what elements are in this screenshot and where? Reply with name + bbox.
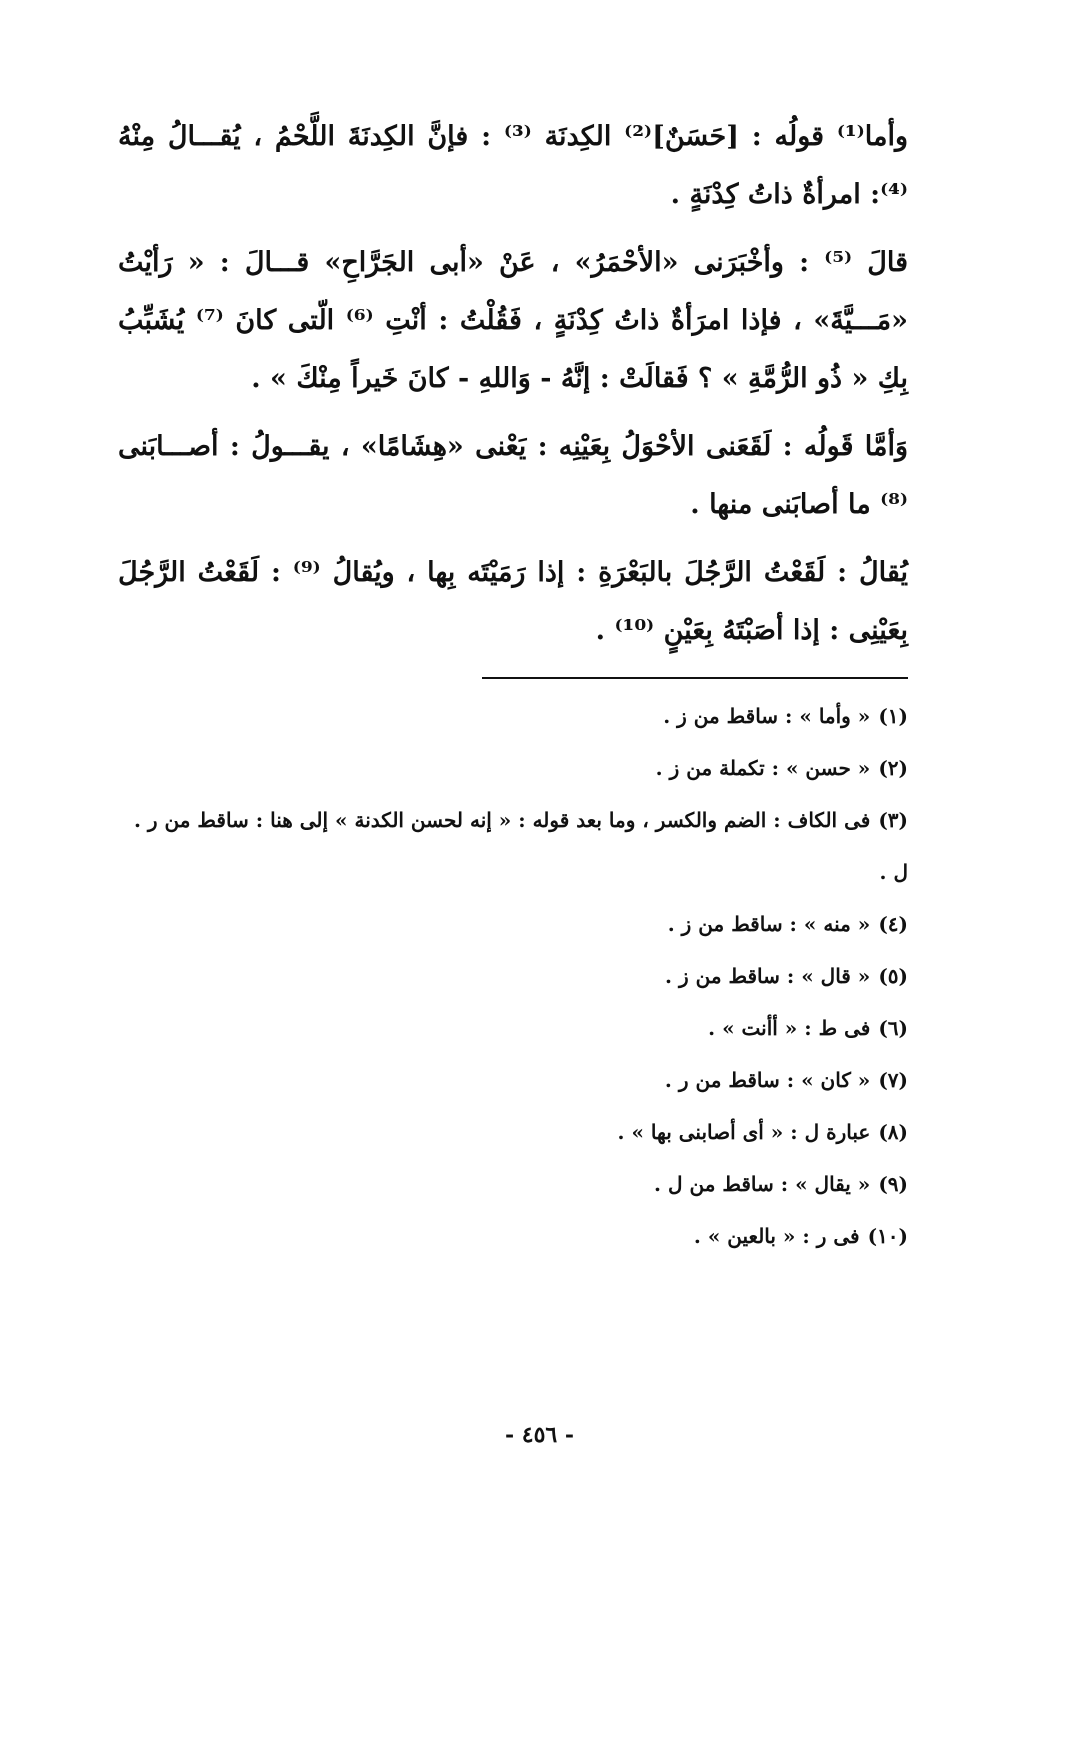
footnote-text: « حسن » : تكملة من ز . — [655, 756, 871, 780]
footnote-text: « يقال » : ساقط من ل . — [654, 1172, 871, 1196]
footnote-10 — [118, 1210, 908, 1262]
footnote-text: « كان » : ساقط من ر . — [664, 1068, 871, 1092]
footnote-text: فى ط : « أأنت » . — [708, 1016, 871, 1040]
footnote-text: « وأما » : ساقط من ز . — [663, 704, 871, 728]
footnote-8 — [118, 1106, 908, 1158]
footnote-9 — [118, 1158, 908, 1210]
paragraph-4: يُقالُ : لَقَعْتُ الرَّجُلَ بالبَعْرَةِ : إذا رَمَيْتَه بِها ، ويُقالُ ⁽⁹⁾ : لَقَعْتُ الرَّجُلَ بِعَيْنِى : إذا أصَبْتَهُ بِعَيْنٍ ⁽¹⁰⁾ . — [118, 557, 908, 646]
footnote-number: (٧) — [878, 1068, 908, 1092]
footnote-text: « قال » : ساقط من ز . — [665, 964, 871, 988]
footnote-number: (٦) — [878, 1016, 908, 1040]
footnote-6 — [118, 1002, 908, 1054]
paragraph-2: قالَ ⁽⁵⁾ : وأخْبَرَنى «الأحْمَرُ» ، عَنْ «أبى الجَرَّاحِ» قـــالَ : « رَأيْتُ «مَـــيَّةَ» ، فإذا امرَأةٌ ذاتُ كِدْنَةٍ ، فَقُلْتُ : أنْتِ ⁽⁶⁾ الّتى كانَ ⁽⁷⁾ يُشَبِّبُ بِكِ « ذُو الرُّمَّةِ » ؟ فَقالَتْ : إنَّهُ - وَاللهِ - كانَ خَيراً مِنْكَ » . — [118, 247, 908, 394]
footnote-number: (٤) — [878, 912, 908, 936]
footnote-number: (١) — [878, 704, 908, 728]
paragraph-1: وأما⁽¹⁾ قولُه : [حَسَنٌ]⁽²⁾ الكِدنَة ⁽³⁾ : فإنَّ الكِدنَةَ اللَّحْمُ ، يُقـــالُ مِنْهُ ⁽⁴⁾: امرأةٌ ذاتُ كِدْنَةٍ . — [118, 121, 909, 210]
footnote-7 — [118, 1054, 908, 1106]
footnote-text: « منه » : ساقط من ز . — [667, 912, 871, 936]
footnote-text: عبارة ل : « أى أصابنى بها » . — [617, 1120, 871, 1144]
footnote-number: (١٠) — [867, 1224, 908, 1248]
footnote-number: (٥) — [878, 964, 908, 988]
paragraph-3: وَأمَّا قَولُه : لَقَعَنى الأحْوَلُ بِعَيْنِه : يَعْنى «هِشَامًا» ، يقـــولُ : أصـــابَنى ⁽⁸⁾ ما أصابَنى منها . — [118, 431, 908, 520]
footnote-number: (٩) — [878, 1172, 908, 1196]
footnote-text: فى ر : « بالعين » . — [693, 1224, 860, 1248]
footnote-divider — [482, 677, 908, 679]
main-text — [118, 108, 908, 670]
footnote-1 — [118, 690, 908, 742]
page-number: - ٤٥٦ - — [504, 1422, 575, 1448]
footnote-3 — [118, 794, 908, 898]
footnote-4 — [118, 898, 908, 950]
footnote-number: (٢) — [878, 756, 908, 780]
footnotes-list — [118, 690, 908, 1262]
footnote-5 — [118, 950, 908, 1002]
footnote-number: (٨) — [878, 1120, 908, 1144]
footnote-number: (٣) — [878, 808, 908, 832]
footnote-text: فى الكاف : الضم والكسر ، وما بعد قوله : « إنه لحسن الكدنة » إلى هنا : ساقط من ر . ل . — [133, 808, 908, 884]
footnote-2 — [118, 742, 908, 794]
